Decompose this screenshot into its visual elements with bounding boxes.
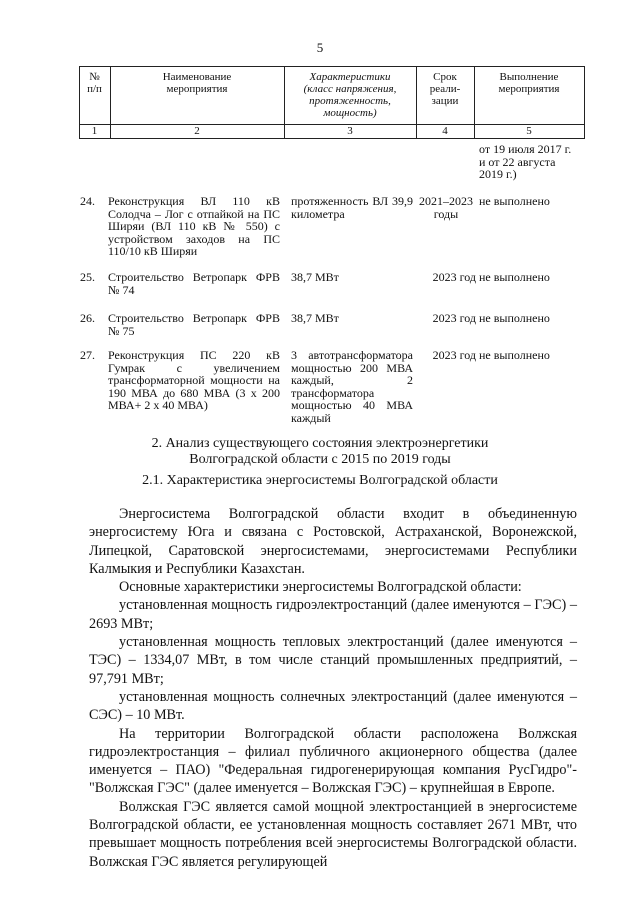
row-characteristics: 3 автотрансформатора мощностью 200 МВА каждый, 2 трансформатора мощностью 40 МВА каждый: [291, 348, 413, 425]
row-num: 24.: [80, 194, 95, 208]
col-number: 1: [91, 125, 98, 137]
row-term: 2023 год: [432, 270, 476, 284]
header-characteristics: Характеристики (класс напряжения, протяженность, мощность): [303, 71, 397, 119]
row-num: 25.: [80, 270, 95, 284]
col-number: 5: [526, 125, 532, 137]
row-status: не выполнено: [479, 348, 550, 362]
header-num: № п/п: [87, 71, 102, 95]
paragraph: установленная мощность гидроэлектростанций (далее именуются – ГЭС) – 2693 МВт;: [89, 597, 577, 632]
section-heading: 2. Анализ существующего состояния электроэнергетики Волгоградской области с 2015 по 2019 годы: [151, 436, 489, 467]
col-number: 3: [347, 125, 353, 137]
row-status: не выполнено: [479, 311, 550, 325]
row-term: 2023 год: [432, 348, 476, 362]
subsection-heading: 2.1. Характеристика энергосистемы Волгоградской области: [142, 473, 498, 488]
row-characteristics: протяженность ВЛ 39,9 километра: [291, 194, 413, 221]
continuation-text: от 19 июля 2017 г. и от 22 августа 2019 г.): [479, 142, 572, 181]
paragraph: Энергосистема Волгоградской области входит в объединенную энергосистему Юга и связана с Ростовской, Астраханской, Воронежской, Липецкой, Саратовской энергосистемами, энергосистемами Республики Калмыкия и Республики Казахстан.: [89, 506, 577, 577]
row-num: 27.: [80, 348, 95, 362]
row-status: не выполнено: [479, 270, 550, 284]
table-header: [79, 66, 585, 139]
paragraph: Волжская ГЭС является самой мощной электростанцией в энергосистеме Волгоградской области, ее установленная мощность составляет 2671 МВт, что превышает мощность потребления всей энергосистемы Волгоградской области. Волжская ГЭС является регулирующей: [89, 798, 577, 870]
col-number: 2: [194, 125, 200, 137]
row-name: Строительство Ветропарк ФРВ № 74: [108, 270, 280, 297]
row-characteristics: 38,7 МВт: [291, 270, 339, 284]
header-status: Выполнение мероприятия: [498, 71, 560, 95]
page-number: 5: [316, 40, 324, 55]
row-characteristics: 38,7 МВт: [291, 311, 339, 325]
col-number: 4: [442, 125, 448, 137]
row-name: Реконструкция ПС 220 кВ Гумрак с увеличением трансформаторной мощности на 190 МВА до 680 МВА (3 х 200 МВА+ 2 х 40 МВА): [108, 348, 280, 412]
row-term: 2023 год: [432, 311, 476, 325]
row-name: Строительство Ветропарк ФРВ № 75: [108, 311, 280, 338]
header-term: Срок реали- зации: [429, 71, 461, 107]
paragraph: установленная мощность тепловых электростанций (далее именуются – ТЭС) – 1334,07 МВт, в том числе станций промышленных предприятий, – 97,791 МВт;: [89, 634, 577, 687]
body-text: [89, 505, 577, 871]
row-status: не выполнено: [479, 194, 550, 208]
paragraph: Основные характеристики энергосистемы Волгоградской области:: [119, 579, 522, 596]
row-term: 2021–2023 годы: [419, 194, 473, 221]
paragraph: На территории Волгоградской области расположена Волжская гидроэлектростанция – филиал публичного акционерного общества (далее именуется – ПАО) "Федеральная гидрогенерирующая компания РусГидро"-"Волжская ГЭС" (далее именуется – Волжская ГЭС) – крупнейшая в Европе.: [89, 725, 577, 797]
paragraph: установленная мощность солнечных электростанций (далее именуются – СЭС) – 10 МВт.: [89, 688, 577, 724]
header-name: Наименование мероприятия: [162, 71, 232, 95]
row-name: Реконструкция ВЛ 110 кВ Солодча – Лог с отпайкой на ПС Ширяи (ВЛ 110 кВ № 550) с устройством заходов на ПС 110/10 кВ Ширяи: [108, 194, 280, 258]
row-num: 26.: [80, 311, 95, 325]
